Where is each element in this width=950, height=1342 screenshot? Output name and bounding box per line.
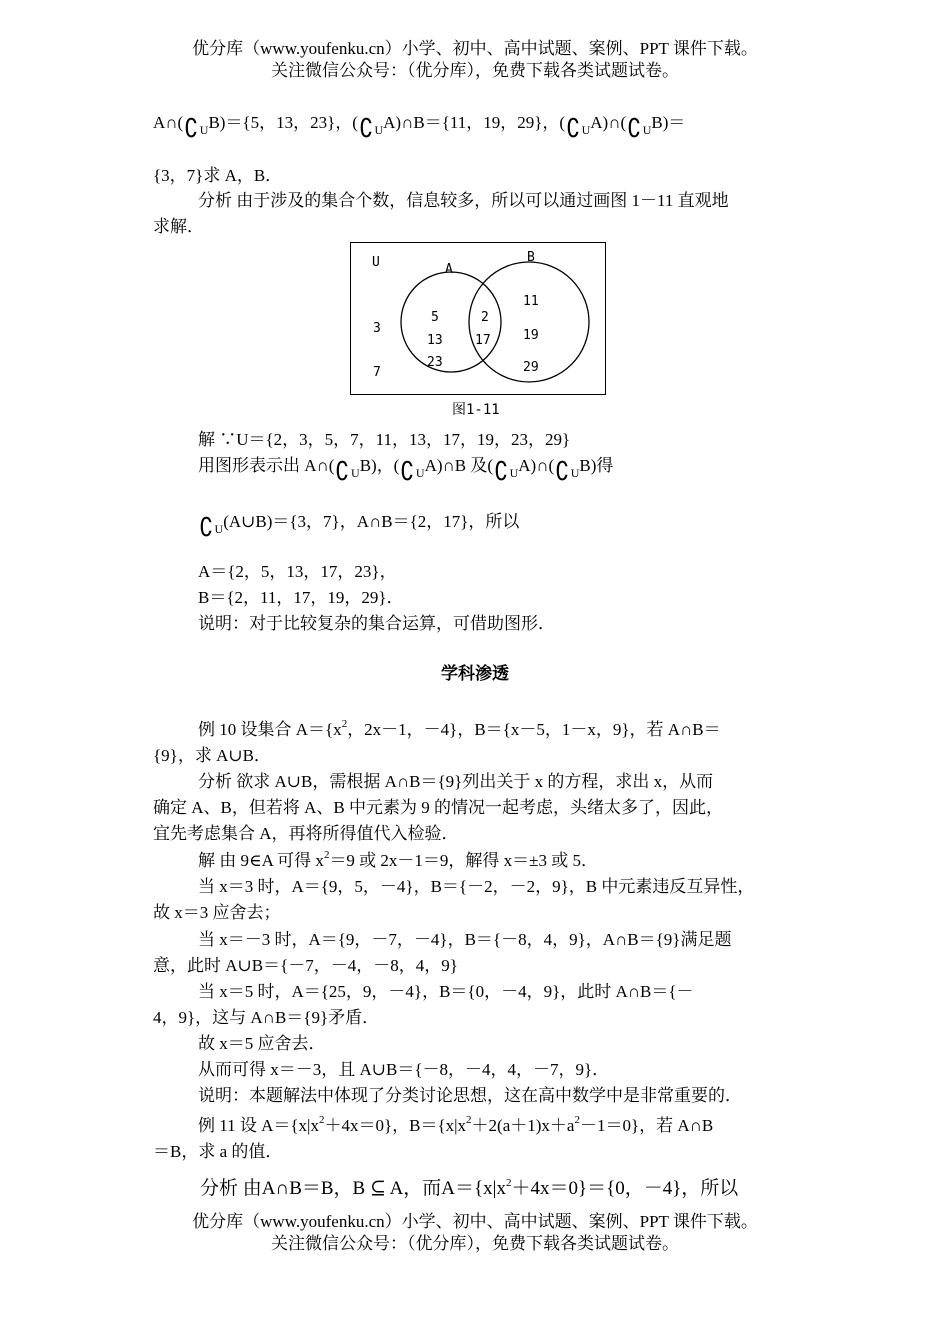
example10-note: 说明：本题解法中体现了分类讨论思想，这在高中数学中是非常重要的． bbox=[198, 1086, 742, 1105]
only-a-value-3: 23 bbox=[427, 355, 443, 370]
label-u: U bbox=[372, 255, 380, 270]
complement-symbol: ∁ bbox=[494, 457, 509, 487]
example10-line-7: 当 x＝3 时，A＝{9，5，－4}，B＝{－2，－2，9}，B 中元素违反互异性， bbox=[198, 877, 755, 896]
header-line-2: 关注微信公众号：（优分库），免费下载各类试题试卷。 bbox=[271, 61, 679, 80]
example11-line-3: 分析 由A∩B＝B，B ⊆ A，而$A=\{x|x^2+4x=0\}=\{0$，－4}，所以 bbox=[200, 1177, 739, 1199]
example11-line-2: ＝B，求 a 的值． bbox=[153, 1142, 283, 1161]
complement-symbol: ∁ bbox=[400, 457, 415, 487]
complement-symbol: ∁ bbox=[199, 513, 214, 543]
complement-symbol: ∁ bbox=[335, 457, 350, 487]
example11-line-1: 例 11 设 $A=\{x|x^2+4x=0\}$，$B=\{x|x^2+2(a+1)x+a^2-1=0\}$，若 A∩B bbox=[198, 1114, 714, 1135]
solution-note: 说明：对于比较复杂的集合运算，可借助图形． bbox=[198, 614, 555, 633]
example10-line-10: 意，此时 A∪B＝{－7，－4，－8，4，9} bbox=[153, 956, 458, 975]
venn-svg bbox=[351, 243, 607, 396]
solution-line-4: A＝{2，5，13，17，23}， bbox=[198, 562, 397, 581]
problem-line-2: {3，7}求 A，B． bbox=[153, 166, 283, 185]
complement-symbol: ∁ bbox=[627, 114, 642, 144]
label-b: B bbox=[527, 250, 535, 265]
example10-line-1: 例 10 设集合 $A=\{x^2$，2x－1，－4}，B＝{x－5，1－x，9}，若 A∩B＝ bbox=[198, 718, 721, 739]
only-b-value-1: 11 bbox=[523, 294, 539, 309]
label-a: A bbox=[445, 262, 453, 277]
analysis-line-1: 分析 由于涉及的集合个数，信息较多，所以可以通过画图 1－11 直观地 bbox=[198, 191, 729, 210]
example10-line-6: 解 由 9∈A 可得 $x^2=9$ 或 2x－1＝9，解得 x＝±3 或 5． bbox=[198, 849, 599, 870]
solution-line-2: 用图形表示出 $A\cap(∁_UB)$，$(∁_UA)\cap B$ 及$(∁_UA)\cap(∁_UB)$得 bbox=[198, 456, 614, 487]
outside-value-1: 3 bbox=[373, 321, 381, 336]
venn-diagram bbox=[350, 242, 606, 395]
complement-symbol: ∁ bbox=[184, 114, 199, 144]
outside-value-2: 7 bbox=[373, 365, 381, 380]
only-b-value-2: 19 bbox=[523, 328, 539, 343]
example10-line-11: 当 x＝5 时，A＝{25，9，－4}，B＝{0，－4，9}，此时 A∩B＝{－ bbox=[198, 982, 694, 1001]
analysis-line-2: 求解． bbox=[153, 217, 204, 236]
example10-line-5: 宜先考虑集合 A，再将所得值代入检验． bbox=[153, 824, 459, 843]
footer-line-1: 优分库（www.youfenku.cn）小学、初中、高中试题、案例、PPT 课件下载。 bbox=[192, 1212, 758, 1231]
both-value-2: 17 bbox=[475, 333, 491, 348]
complement-symbol: ∁ bbox=[555, 457, 570, 487]
solution-line-3: $∁_U(A\cup B)=\{3$，7}，A∩B＝{2，17}，所以 bbox=[199, 512, 520, 543]
example10-line-14: 从而可得 x＝－3，且 A∪B＝{－8，－4，4，－7，9}． bbox=[198, 1060, 610, 1079]
problem-line-1: $A\cap(∁_UB)=\{5$，13，23}，$(∁_UA)\cap B=\{11$，19，29}，$(∁_UA)\cap(∁_UB)=$ bbox=[153, 113, 686, 144]
example10-line-2: {9}，求 A∪B． bbox=[153, 746, 271, 765]
complement-symbol: ∁ bbox=[566, 114, 581, 144]
example10-line-9: 当 x＝－3 时，A＝{9，－7，－4}，B＝{－8，4，9}，A∩B＝{9}满足题 bbox=[198, 930, 732, 949]
only-a-value-2: 13 bbox=[427, 333, 443, 348]
example10-line-13: 故 x＝5 应舍去． bbox=[198, 1034, 326, 1053]
example10-line-3: 分析 欲求 A∪B，需根据 A∩B＝{9}列出关于 x 的方程，求出 x，从而 bbox=[198, 772, 714, 791]
both-value-1: 2 bbox=[481, 310, 489, 325]
page-footer bbox=[0, 1211, 950, 1255]
header-line-1: 优分库（www.youfenku.cn）小学、初中、高中试题、案例、PPT 课件下载。 bbox=[192, 39, 758, 58]
solution-line-5: B＝{2，11，17，19，29}． bbox=[198, 588, 404, 607]
solution-line-1: 解 ∵U＝{2，3，5，7，11，13，17，19，23，29} bbox=[198, 430, 571, 449]
only-b-value-3: 29 bbox=[523, 360, 539, 375]
example10-line-8: 故 x＝3 应舍去； bbox=[153, 903, 281, 922]
page-header bbox=[0, 38, 950, 82]
example10-line-12: 4，9}，这与 A∩B＝{9}矛盾． bbox=[153, 1008, 380, 1027]
only-a-value-1: 5 bbox=[431, 310, 439, 325]
footer-line-2: 关注微信公众号：（优分库），免费下载各类试题试卷。 bbox=[271, 1234, 679, 1253]
section-title: 学科渗透 bbox=[441, 664, 509, 684]
figure-caption: 图1-11 bbox=[452, 402, 500, 418]
example10-line-4: 确定 A、B，但若将 A、B 中元素为 9 的情况一起考虑，头绪太多了，因此， bbox=[153, 798, 723, 817]
complement-symbol: ∁ bbox=[359, 114, 374, 144]
